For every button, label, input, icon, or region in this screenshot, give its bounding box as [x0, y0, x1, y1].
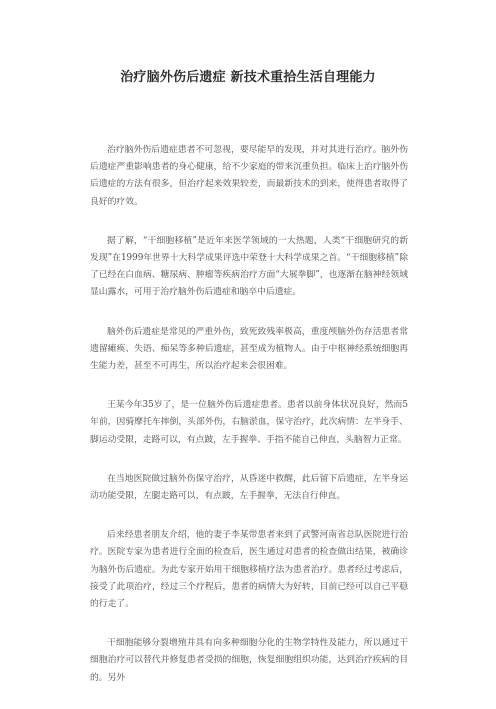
paragraph: 据了解，“干细胞移植”是近年来医学领域的一大热题，人类“干细胞研究的新发现”在1999年世界十大科学成果评选中荣登十大科学成果之首。“干细胞移植”除了已经在白血病、糖尿病、肿瘤等疾病治疗方面“大展拳脚”，也逐渐在脑神经领域显山露水，可用于治疗脑外伤后遗症和脑卒中后遗症。: [90, 235, 408, 298]
paragraph: 治疗脑外伤后遗症患者不可忽视，要尽能早的发现，并对其进行治疗。脑外伤后遗症严重影响患者的身心健康，给不少家庭的带来沉重负担。临床上治疗脑外伤后遗症的方法有很多，但治疗起来效果较差，而最新技术的到来，使得患者取得了良好的疗效。: [90, 145, 408, 207]
paragraph: 干细胞能够分裂增殖并具有向多种细胞分化的生物学特性及能力，所以通过干细胞治疗可以替代并修复患者受损的细胞，恢复细胞组织功能，达到治疗疾病的目的。另外: [90, 638, 408, 683]
document-title: 治疗脑外伤后遗症 新技术重拾生活自理能力: [120, 70, 376, 85]
paragraph: 王某今年35岁了，是一位脑外伤后遗症患者。患者以前身体状况良好，然而5年前，因骑摩托车摔倒，头部外伤，右脑淤血，保守治疗，此次病情：左半身手、脚运动受限，走路可以，有点跛，左手握拳、手指不能自己伸直，头脑智力正常。: [90, 400, 408, 445]
document-body: [90, 142, 408, 709]
paragraph: 后来经患者朋友介绍，他的妻子李某带患者来到了武警河南省总队医院进行治疗。医院专家为患者进行全面的检查后，医生通过对患者的检查做出结果，被确诊为脑外伤后遗症。为此专家开始用干细胞移植疗法为患者治疗。患者经过考虑后，接受了此项治疗，经过三个疗程后，患者的病情大为好转，目前已经可以自己平稳的行走了。: [90, 530, 408, 610]
paragraph: 在当地医院做过脑外伤保守治疗，从昏迷中救醒，此后留下后遗症，左半身运动功能受限，左腿走路可以，有点跛，左手握拳，无法自行伸直。: [90, 473, 408, 502]
paragraph: 脑外伤后遗症是常见的严重外伤，致死致残率极高，重度颅脑外伤存活患者常遗留瘫痪、失语、痴呆等多种后遗症，甚至成为植物人。由于中枢神经系统细胞再生能力差，甚至不可再生，所以治疗起来会很困难。: [90, 326, 408, 372]
